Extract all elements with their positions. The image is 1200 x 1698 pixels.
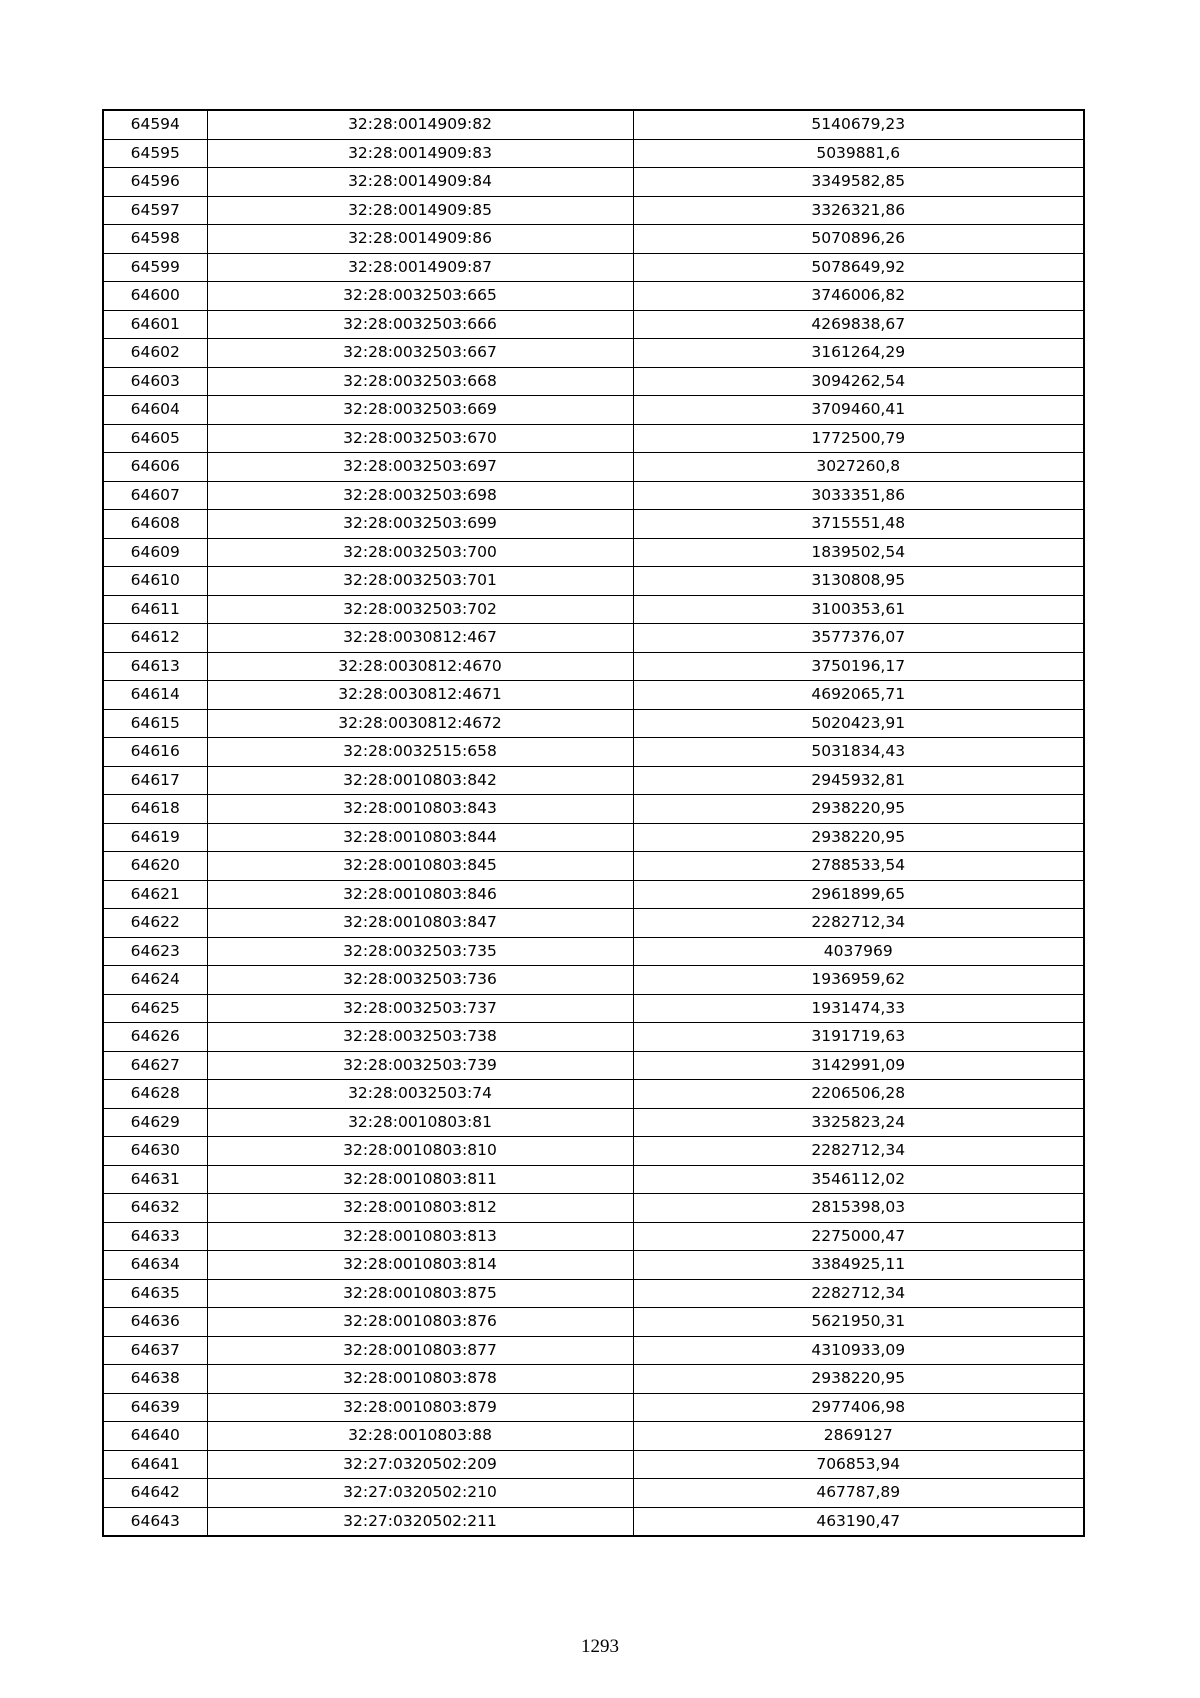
cadastral-value-cell: 3750196,17	[633, 652, 1084, 681]
table-row	[103, 709, 1084, 738]
table-row	[103, 909, 1084, 938]
row-number-cell: 64623	[103, 937, 207, 966]
cadastral-number-cell: 32:28:0010803:879	[207, 1393, 633, 1422]
cadastral-number-cell: 32:28:0030812:4671	[207, 681, 633, 710]
cadastral-value-cell: 4269838,67	[633, 310, 1084, 339]
cadastral-number-cell: 32:28:0032503:736	[207, 966, 633, 995]
row-number-cell: 64632	[103, 1194, 207, 1223]
cadastral-number-cell: 32:28:0014909:87	[207, 253, 633, 282]
table-row	[103, 168, 1084, 197]
cadastral-value-cell: 5140679,23	[633, 110, 1084, 139]
cadastral-number-cell: 32:28:0014909:85	[207, 196, 633, 225]
cadastral-value-cell: 3100353,61	[633, 595, 1084, 624]
cadastral-number-cell: 32:28:0030812:4672	[207, 709, 633, 738]
row-number-cell: 64640	[103, 1422, 207, 1451]
cadastral-number-cell: 32:28:0014909:86	[207, 225, 633, 254]
row-number-cell: 64635	[103, 1279, 207, 1308]
cadastral-number-cell: 32:28:0014909:83	[207, 139, 633, 168]
cadastral-number-cell: 32:28:0032515:658	[207, 738, 633, 767]
cadastral-value-cell: 3349582,85	[633, 168, 1084, 197]
row-number-cell: 64639	[103, 1393, 207, 1422]
table-row	[103, 453, 1084, 482]
table-row	[103, 1336, 1084, 1365]
row-number-cell: 64599	[103, 253, 207, 282]
table-row	[103, 339, 1084, 368]
row-number-cell: 64610	[103, 567, 207, 596]
table-row	[103, 1080, 1084, 1109]
cadastral-value-cell: 3746006,82	[633, 282, 1084, 311]
cadastral-number-cell: 32:28:0032503:698	[207, 481, 633, 510]
cadastral-number-cell: 32:28:0010803:847	[207, 909, 633, 938]
table-row	[103, 681, 1084, 710]
cadastral-number-cell: 32:28:0014909:82	[207, 110, 633, 139]
cadastral-value-cell: 3715551,48	[633, 510, 1084, 539]
table-row	[103, 1165, 1084, 1194]
cadastral-value-cell: 2815398,03	[633, 1194, 1084, 1223]
cadastral-value-cell: 3325823,24	[633, 1108, 1084, 1137]
cadastral-number-cell: 32:28:0010803:845	[207, 852, 633, 881]
row-number-cell: 64611	[103, 595, 207, 624]
cadastral-number-cell: 32:28:0030812:467	[207, 624, 633, 653]
table-row	[103, 738, 1084, 767]
cadastral-number-cell: 32:28:0010803:846	[207, 880, 633, 909]
table-row	[103, 595, 1084, 624]
row-number-cell: 64602	[103, 339, 207, 368]
table-row	[103, 994, 1084, 1023]
cadastral-number-cell: 32:28:0032503:665	[207, 282, 633, 311]
table-row	[103, 1279, 1084, 1308]
cadastral-value-cell: 1772500,79	[633, 424, 1084, 453]
cadastral-value-cell: 2938220,95	[633, 823, 1084, 852]
row-number-cell: 64609	[103, 538, 207, 567]
row-number-cell: 64604	[103, 396, 207, 425]
table-row	[103, 852, 1084, 881]
cadastral-value-cell: 3384925,11	[633, 1251, 1084, 1280]
cadastral-value-cell: 3191719,63	[633, 1023, 1084, 1052]
row-number-cell: 64624	[103, 966, 207, 995]
cadastral-value-cell: 2977406,98	[633, 1393, 1084, 1422]
cadastral-number-cell: 32:28:0032503:700	[207, 538, 633, 567]
cadastral-number-cell: 32:28:0010803:811	[207, 1165, 633, 1194]
cadastral-value-cell: 5031834,43	[633, 738, 1084, 767]
row-number-cell: 64634	[103, 1251, 207, 1280]
cadastral-number-cell: 32:28:0010803:877	[207, 1336, 633, 1365]
table-row	[103, 1422, 1084, 1451]
row-number-cell: 64619	[103, 823, 207, 852]
cadastral-value-cell: 5070896,26	[633, 225, 1084, 254]
cadastral-number-cell: 32:28:0010803:81	[207, 1108, 633, 1137]
table-row	[103, 1308, 1084, 1337]
row-number-cell: 64605	[103, 424, 207, 453]
row-number-cell: 64618	[103, 795, 207, 824]
row-number-cell: 64625	[103, 994, 207, 1023]
cadastral-number-cell: 32:28:0010803:812	[207, 1194, 633, 1223]
row-number-cell: 64629	[103, 1108, 207, 1137]
cadastral-value-cell: 3033351,86	[633, 481, 1084, 510]
cadastral-value-cell: 3142991,09	[633, 1051, 1084, 1080]
table-row	[103, 1023, 1084, 1052]
row-number-cell: 64637	[103, 1336, 207, 1365]
cadastral-number-cell: 32:28:0014909:84	[207, 168, 633, 197]
cadastral-value-cell: 2275000,47	[633, 1222, 1084, 1251]
cadastral-value-cell: 5039881,6	[633, 139, 1084, 168]
cadastral-number-cell: 32:28:0032503:739	[207, 1051, 633, 1080]
table-row	[103, 1194, 1084, 1223]
cadastral-value-cell: 463190,47	[633, 1507, 1084, 1536]
row-number-cell: 64627	[103, 1051, 207, 1080]
cadastral-number-cell: 32:28:0010803:842	[207, 766, 633, 795]
cadastral-value-cell: 2961899,65	[633, 880, 1084, 909]
cadastral-value-cell: 5020423,91	[633, 709, 1084, 738]
cadastral-value-cell: 3094262,54	[633, 367, 1084, 396]
table-row	[103, 538, 1084, 567]
row-number-cell: 64613	[103, 652, 207, 681]
cadastral-number-cell: 32:28:0032503:668	[207, 367, 633, 396]
cadastral-value-cell: 2938220,95	[633, 1365, 1084, 1394]
row-number-cell: 64631	[103, 1165, 207, 1194]
row-number-cell: 64617	[103, 766, 207, 795]
cadastral-number-cell: 32:28:0010803:876	[207, 1308, 633, 1337]
row-number-cell: 64626	[103, 1023, 207, 1052]
table-row	[103, 1108, 1084, 1137]
cadastral-number-cell: 32:28:0010803:813	[207, 1222, 633, 1251]
table-row	[103, 567, 1084, 596]
row-number-cell: 64594	[103, 110, 207, 139]
cadastral-value-cell: 4037969	[633, 937, 1084, 966]
cadastral-value-cell: 2282712,34	[633, 1137, 1084, 1166]
table-row	[103, 937, 1084, 966]
cadastral-number-cell: 32:28:0010803:878	[207, 1365, 633, 1394]
row-number-cell: 64607	[103, 481, 207, 510]
cadastral-value-cell: 3027260,8	[633, 453, 1084, 482]
cadastral-number-cell: 32:28:0032503:702	[207, 595, 633, 624]
row-number-cell: 64606	[103, 453, 207, 482]
row-number-cell: 64600	[103, 282, 207, 311]
cadastral-value-cell: 2282712,34	[633, 909, 1084, 938]
row-number-cell: 64608	[103, 510, 207, 539]
table-row	[103, 966, 1084, 995]
table-row	[103, 1393, 1084, 1422]
cadastral-value-cell: 3130808,95	[633, 567, 1084, 596]
cadastral-value-cell: 2945932,81	[633, 766, 1084, 795]
row-number-cell: 64615	[103, 709, 207, 738]
table-row	[103, 1507, 1084, 1536]
row-number-cell: 64633	[103, 1222, 207, 1251]
cadastral-number-cell: 32:28:0032503:735	[207, 937, 633, 966]
cadastral-value-cell: 4310933,09	[633, 1336, 1084, 1365]
cadastral-number-cell: 32:28:0032503:666	[207, 310, 633, 339]
cadastral-value-cell: 3577376,07	[633, 624, 1084, 653]
row-number-cell: 64620	[103, 852, 207, 881]
row-number-cell: 64641	[103, 1450, 207, 1479]
cadastral-value-cell: 706853,94	[633, 1450, 1084, 1479]
table-row	[103, 396, 1084, 425]
row-number-cell: 64638	[103, 1365, 207, 1394]
cadastral-value-cell: 5078649,92	[633, 253, 1084, 282]
table-row	[103, 1450, 1084, 1479]
table-row	[103, 1365, 1084, 1394]
cadastral-number-cell: 32:28:0010803:814	[207, 1251, 633, 1280]
cadastral-number-cell: 32:28:0032503:670	[207, 424, 633, 453]
cadastral-value-cell: 3326321,86	[633, 196, 1084, 225]
row-number-cell: 64642	[103, 1479, 207, 1508]
row-number-cell: 64595	[103, 139, 207, 168]
cadastral-value-cell: 2938220,95	[633, 795, 1084, 824]
table-row	[103, 880, 1084, 909]
row-number-cell: 64621	[103, 880, 207, 909]
cadastral-value-cell: 5621950,31	[633, 1308, 1084, 1337]
cadastral-number-cell: 32:27:0320502:211	[207, 1507, 633, 1536]
table-row	[103, 1479, 1084, 1508]
cadastral-value-cell: 3161264,29	[633, 339, 1084, 368]
row-number-cell: 64630	[103, 1137, 207, 1166]
table-body	[103, 110, 1084, 1536]
cadastral-number-cell: 32:28:0032503:699	[207, 510, 633, 539]
cadastral-number-cell: 32:28:0032503:738	[207, 1023, 633, 1052]
table-row	[103, 196, 1084, 225]
cadastral-value-cell: 467787,89	[633, 1479, 1084, 1508]
table-row	[103, 481, 1084, 510]
cadastral-value-cell: 1839502,54	[633, 538, 1084, 567]
cadastral-number-cell: 32:28:0030812:4670	[207, 652, 633, 681]
cadastral-number-cell: 32:28:0010803:844	[207, 823, 633, 852]
row-number-cell: 64601	[103, 310, 207, 339]
cadastral-number-cell: 32:28:0010803:875	[207, 1279, 633, 1308]
row-number-cell: 64643	[103, 1507, 207, 1536]
cadastral-number-cell: 32:28:0032503:697	[207, 453, 633, 482]
table-row	[103, 225, 1084, 254]
cadastral-number-cell: 32:27:0320502:210	[207, 1479, 633, 1508]
table-row	[103, 310, 1084, 339]
table-row	[103, 1251, 1084, 1280]
row-number-cell: 64603	[103, 367, 207, 396]
row-number-cell: 64597	[103, 196, 207, 225]
table-row	[103, 110, 1084, 139]
cadastral-value-cell: 2869127	[633, 1422, 1084, 1451]
cadastral-value-cell: 3546112,02	[633, 1165, 1084, 1194]
table-row	[103, 624, 1084, 653]
table-row	[103, 282, 1084, 311]
cadastral-value-cell: 2282712,34	[633, 1279, 1084, 1308]
cadastral-number-cell: 32:28:0032503:74	[207, 1080, 633, 1109]
cadastral-number-cell: 32:28:0010803:88	[207, 1422, 633, 1451]
row-number-cell: 64598	[103, 225, 207, 254]
table-row	[103, 795, 1084, 824]
table-row	[103, 367, 1084, 396]
table-row	[103, 424, 1084, 453]
cadastral-number-cell: 32:28:0032503:701	[207, 567, 633, 596]
cadastral-number-cell: 32:28:0032503:669	[207, 396, 633, 425]
row-number-cell: 64616	[103, 738, 207, 767]
table-row	[103, 766, 1084, 795]
row-number-cell: 64628	[103, 1080, 207, 1109]
row-number-cell: 64612	[103, 624, 207, 653]
table-row	[103, 1051, 1084, 1080]
row-number-cell: 64636	[103, 1308, 207, 1337]
cadastral-number-cell: 32:27:0320502:209	[207, 1450, 633, 1479]
table-row	[103, 510, 1084, 539]
table-row	[103, 1222, 1084, 1251]
table-row	[103, 1137, 1084, 1166]
cadastral-number-cell: 32:28:0032503:737	[207, 994, 633, 1023]
table-row	[103, 139, 1084, 168]
row-number-cell: 64622	[103, 909, 207, 938]
page-number: 1293	[581, 1636, 619, 1657]
cadastral-value-table	[102, 109, 1085, 1537]
cadastral-value-cell: 1936959,62	[633, 966, 1084, 995]
table-row	[103, 823, 1084, 852]
table-row	[103, 253, 1084, 282]
cadastral-value-cell: 2206506,28	[633, 1080, 1084, 1109]
cadastral-number-cell: 32:28:0032503:667	[207, 339, 633, 368]
cadastral-value-cell: 4692065,71	[633, 681, 1084, 710]
cadastral-value-cell: 3709460,41	[633, 396, 1084, 425]
row-number-cell: 64614	[103, 681, 207, 710]
row-number-cell: 64596	[103, 168, 207, 197]
cadastral-number-cell: 32:28:0010803:810	[207, 1137, 633, 1166]
cadastral-value-cell: 2788533,54	[633, 852, 1084, 881]
cadastral-value-cell: 1931474,33	[633, 994, 1084, 1023]
cadastral-number-cell: 32:28:0010803:843	[207, 795, 633, 824]
table-row	[103, 652, 1084, 681]
